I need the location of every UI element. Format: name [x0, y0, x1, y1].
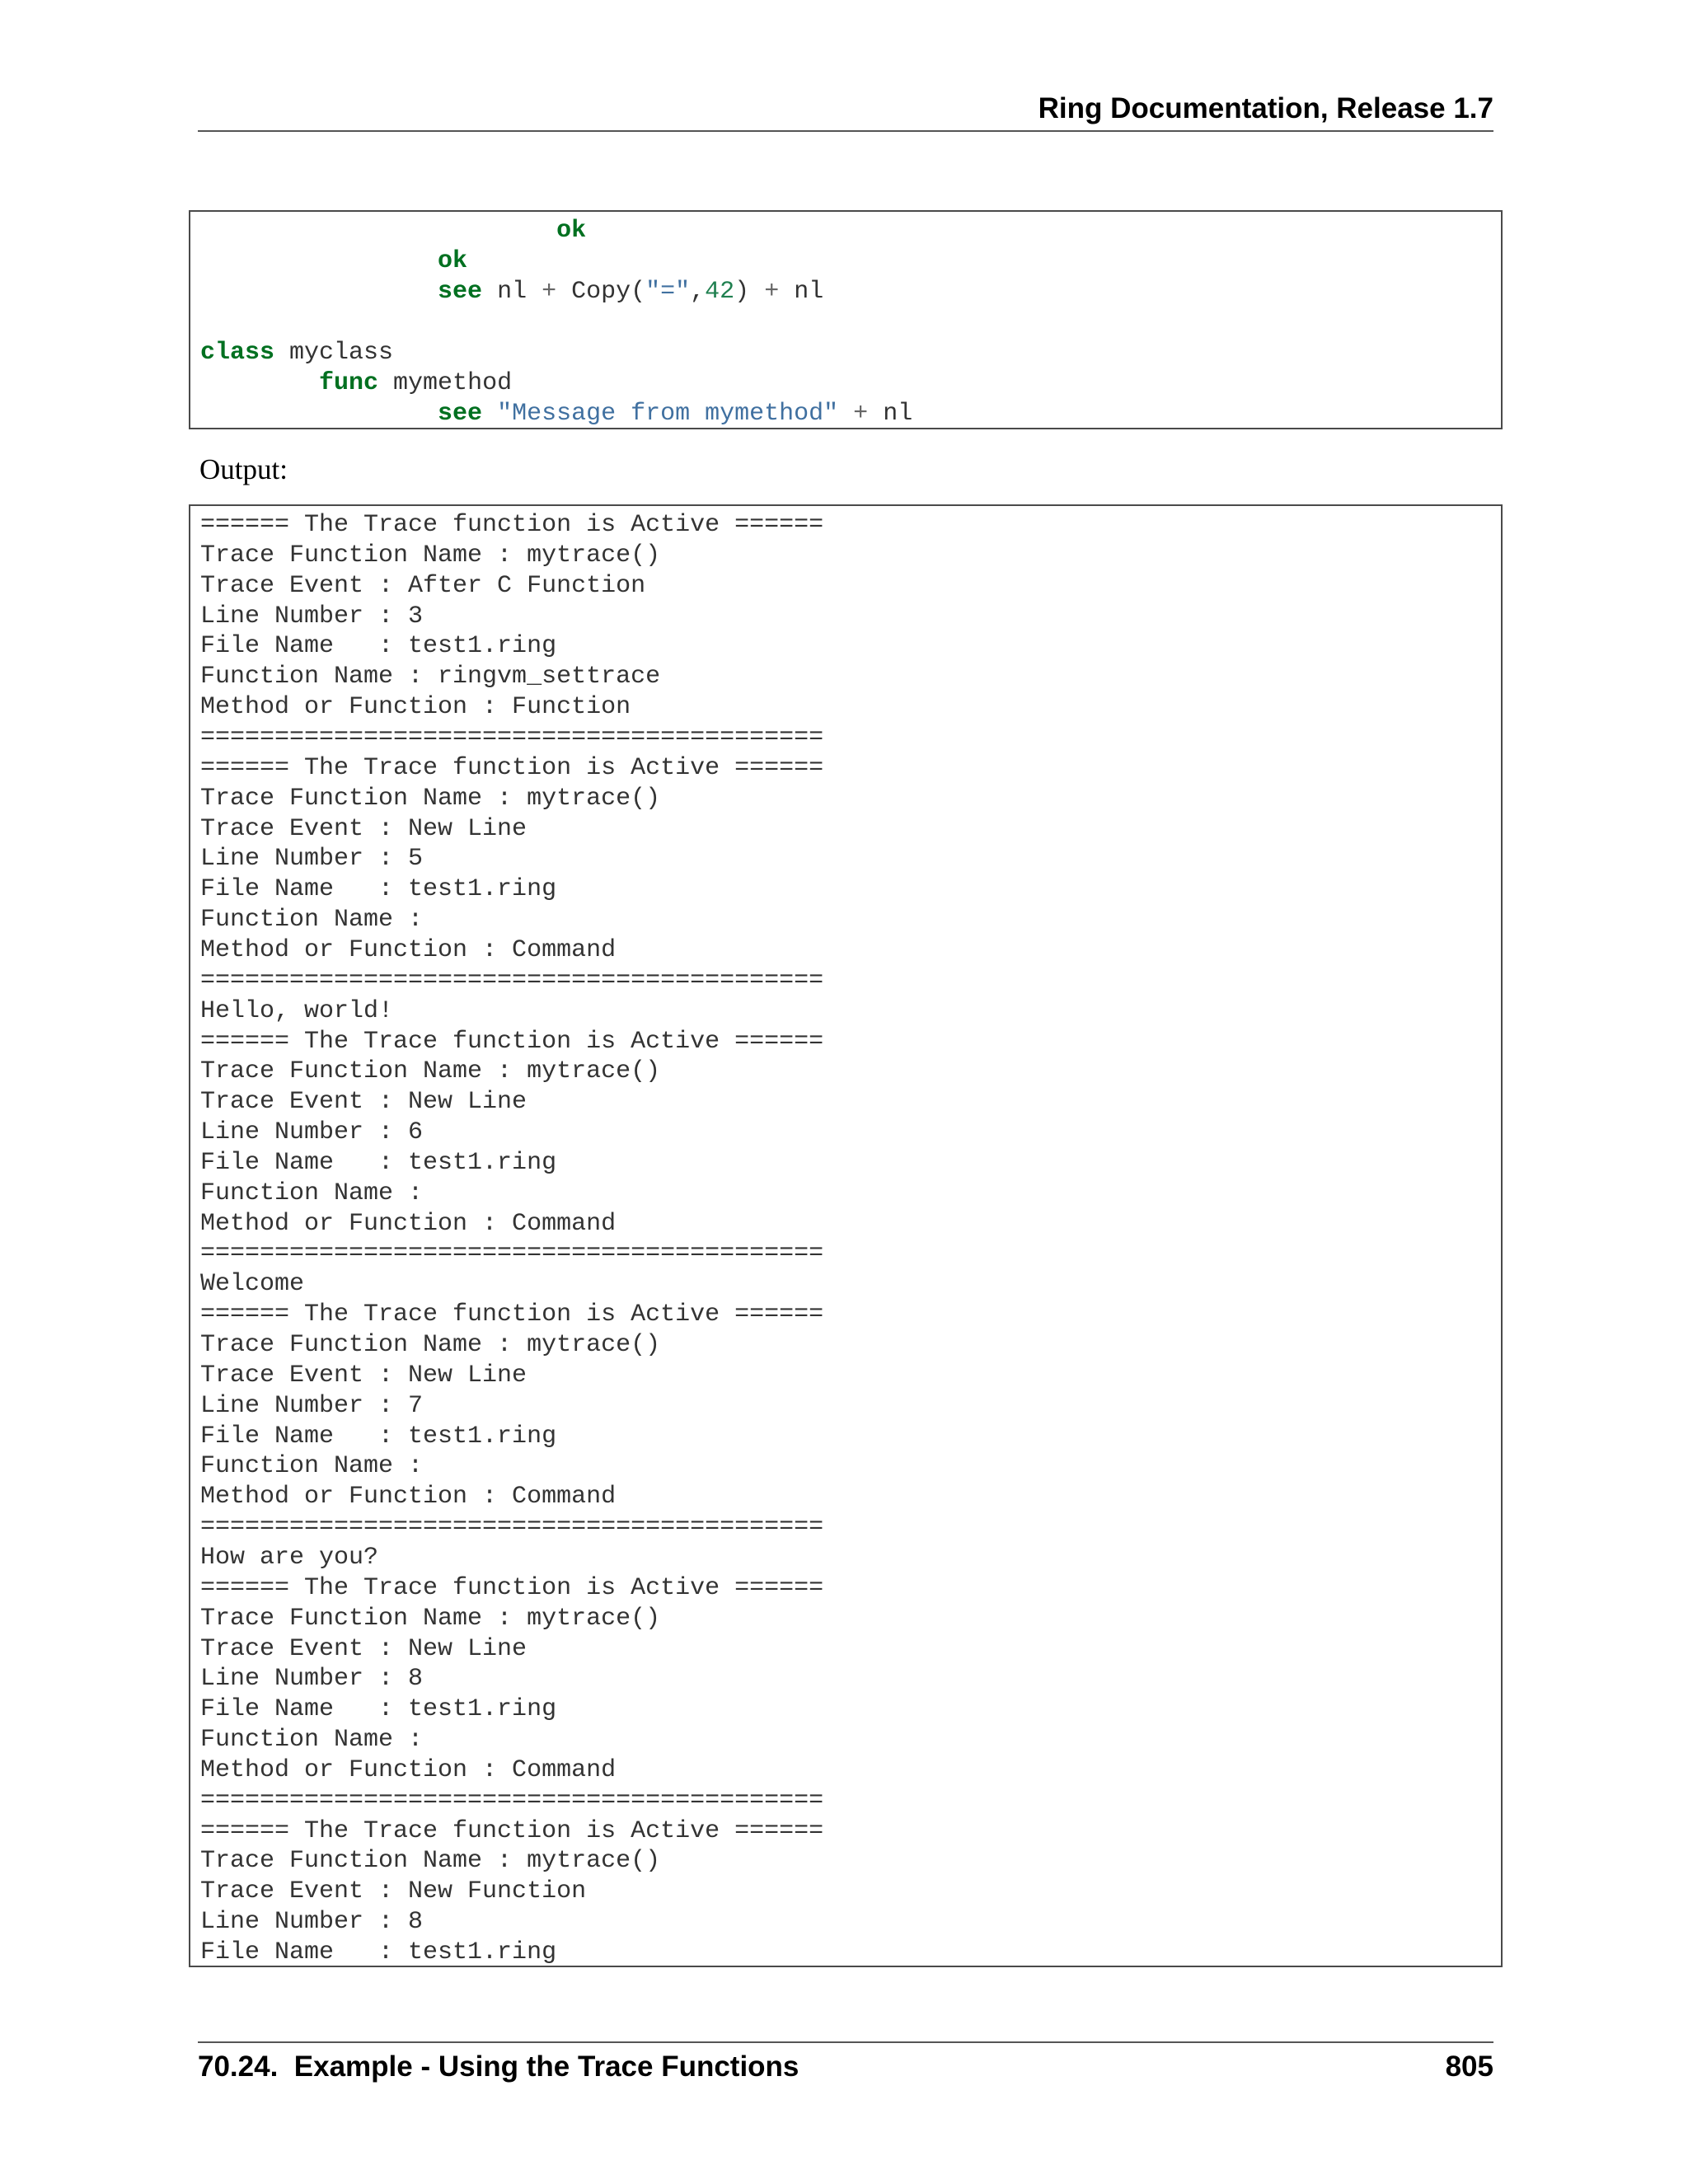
code-line: see nl + Copy("=",42) + nl [438, 278, 824, 306]
output-line: Hello, world! [200, 996, 394, 1025]
output-line: ========================================== [200, 1240, 824, 1268]
output-line: File Name : test1.ring [200, 632, 557, 661]
output-line: Line Number : 5 [200, 845, 424, 874]
page-number: 805 [1445, 2050, 1493, 2083]
code-line: class myclass [200, 339, 394, 367]
output-line: Trace Event : New Line [200, 814, 528, 843]
output-label: Output: [199, 453, 288, 485]
output-line: ========================================== [200, 966, 824, 995]
footer-section-title: 70.24. Example - Using the Trace Functions [198, 2050, 799, 2083]
code-line: ok [438, 247, 468, 275]
output-line: Line Number : 3 [200, 602, 424, 630]
output-line: Trace Event : New Function [200, 1877, 587, 1906]
output-line: Method or Function : Command [200, 1483, 617, 1511]
output-line: Line Number : 6 [200, 1118, 424, 1146]
output-line: File Name : test1.ring [200, 1422, 557, 1451]
output-line: Trace Function Name : mytrace() [200, 784, 661, 813]
output-line: ========================================== [200, 1786, 824, 1815]
output-line: File Name : test1.ring [200, 1148, 557, 1177]
output-line: ====== The Trace function is Active ====== [200, 1027, 824, 1056]
output-line: Trace Event : New Line [200, 1361, 528, 1390]
output-line: Welcome [200, 1270, 305, 1299]
output-line: Trace Function Name : mytrace() [200, 1331, 661, 1359]
output-line: Method or Function : Command [200, 1209, 617, 1238]
document-title: Ring Documentation, Release 1.7 [1038, 92, 1493, 124]
code-block [189, 210, 1503, 429]
footer-divider [198, 2041, 1493, 2043]
output-line: How are you? [200, 1543, 379, 1572]
output-line: ====== The Trace function is Active ====== [200, 1573, 824, 1602]
output-line: Method or Function : Function [200, 693, 631, 722]
output-line: Line Number : 8 [200, 1908, 424, 1937]
output-line: Trace Event : New Line [200, 1634, 528, 1663]
output-line: ========================================== [200, 1513, 824, 1541]
output-line: Function Name : [200, 1179, 424, 1207]
output-line: Function Name : [200, 906, 424, 935]
output-line: File Name : test1.ring [200, 875, 557, 904]
output-line: Trace Event : New Line [200, 1088, 528, 1117]
output-line: ====== The Trace function is Active ====== [200, 1301, 824, 1329]
code-line: see "Message from mymethod" + nl [438, 400, 913, 428]
output-line: ====== The Trace function is Active ====== [200, 511, 824, 539]
output-line: File Name : test1.ring [200, 1695, 557, 1724]
output-line: Function Name : [200, 1726, 424, 1754]
output-line: ====== The Trace function is Active ====== [200, 753, 824, 782]
output-line: Method or Function : Command [200, 935, 617, 964]
page-header [198, 89, 1493, 132]
output-line: File Name : test1.ring [200, 1938, 557, 1966]
output-line: ========================================== [200, 723, 824, 752]
code-line: ok [556, 217, 587, 245]
code-line: func mymethod [319, 369, 513, 397]
output-line: Trace Event : After C Function [200, 571, 646, 600]
output-block [189, 504, 1503, 1967]
output-line: Line Number : 8 [200, 1665, 424, 1694]
output-line: Trace Function Name : mytrace() [200, 541, 661, 569]
output-line: Line Number : 7 [200, 1391, 424, 1420]
output-line: ====== The Trace function is Active ====== [200, 1816, 824, 1845]
output-line: Trace Function Name : mytrace() [200, 1604, 661, 1633]
output-line: Trace Function Name : mytrace() [200, 1057, 661, 1086]
output-line: Function Name : ringvm_settrace [200, 663, 661, 691]
output-line: Trace Function Name : mytrace() [200, 1847, 661, 1876]
output-line: Method or Function : Command [200, 1755, 617, 1784]
output-line: Function Name : [200, 1452, 424, 1481]
